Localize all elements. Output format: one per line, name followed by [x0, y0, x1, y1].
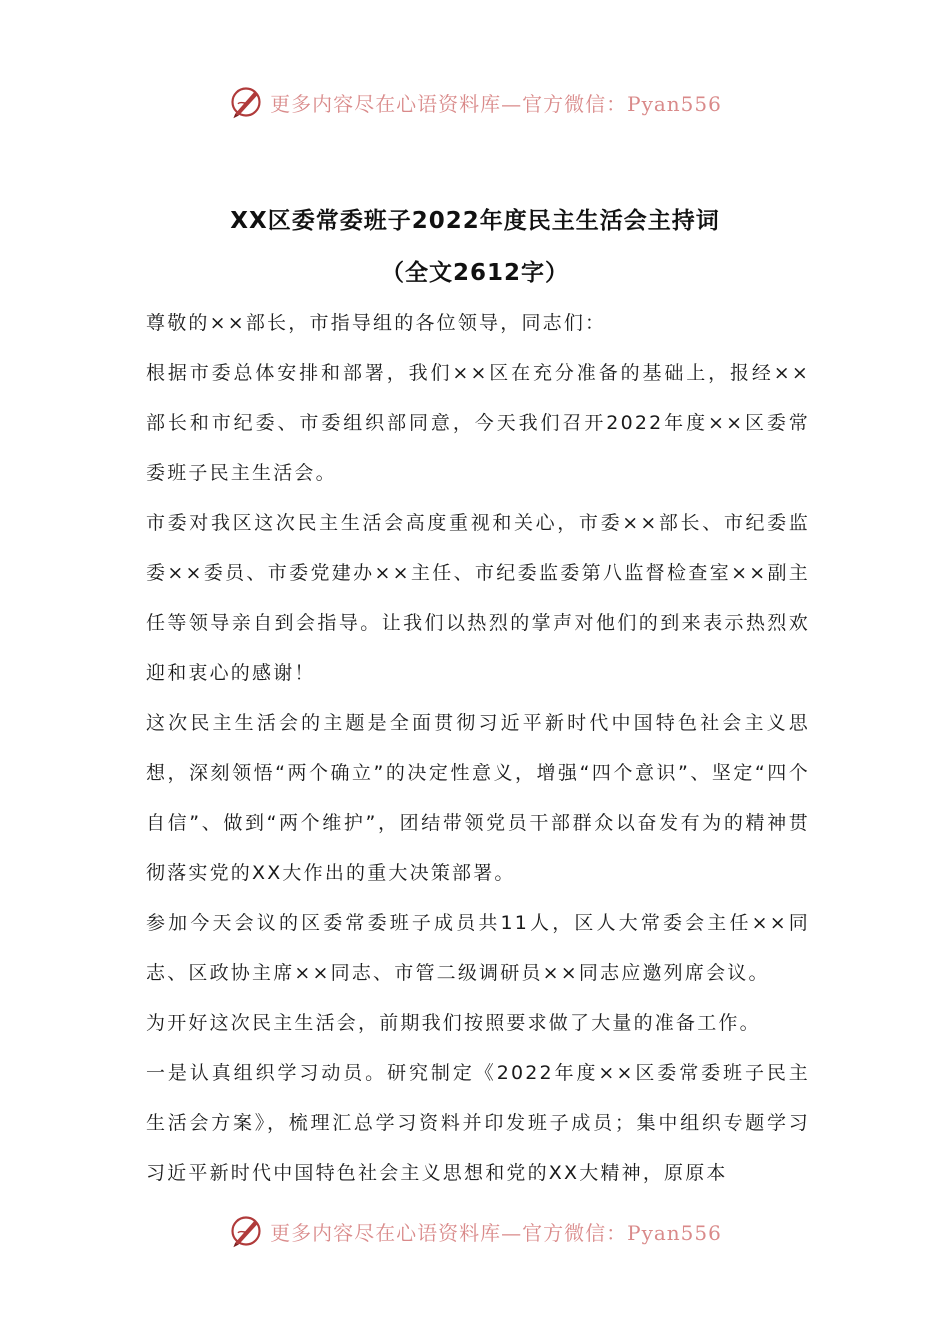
footer-banner [0, 1209, 950, 1253]
header-banner [0, 80, 950, 124]
paragraph: 为开好这次民主生活会，前期我们按照要求做了大量的准备工作。 [146, 1012, 761, 1034]
paragraph: 市委对我区这次民主生活会高度重视和关心，市委××部长、市纪委监委××委员、市委党建办××主任、市纪委监委第八监督检查室××副主任等领导亲自到会指导。让我们以热烈的掌声对他们的到来表示热烈欢迎和衷心的感谢！ [146, 512, 810, 684]
pen-logo-icon [228, 84, 264, 120]
header-banner-text: 更多内容尽在心语资料库—官方微信：Pyan556 [270, 91, 722, 116]
footer-banner-text: 更多内容尽在心语资料库—官方微信：Pyan556 [270, 1220, 722, 1245]
paragraph: 参加今天会议的区委常委班子成员共11人，区人大常委会主任××同志、区政协主席××同志、市管二级调研员××同志应邀列席会议。 [146, 912, 810, 984]
document-subtitle: （全文2612字） [380, 260, 569, 286]
document-title: XX区委常委班子2022年度民主生活会主持词 [230, 208, 720, 234]
paragraph-greeting: 尊敬的××部长，市指导组的各位领导，同志们： [146, 312, 607, 334]
paragraph: 这次民主生活会的主题是全面贯彻习近平新时代中国特色社会主义思想，深刻领悟“两个确立”的决定性意义，增强“四个意识”、坚定“四个自信”、做到“两个维护”，团结带领党员干部群众以奋发有为的精神贯彻落实党的XX大作出的重大决策部署。 [146, 712, 810, 884]
paragraph: 根据市委总体安排和部署，我们××区在充分准备的基础上，报经××部长和市纪委、市委组织部同意，今天我们召开2022年度××区委常委班子民主生活会。 [146, 362, 810, 484]
document-body [146, 298, 810, 1198]
pen-logo-icon [228, 1213, 264, 1249]
paragraph: 一是认真组织学习动员。研究制定《2022年度××区委常委班子民主生活会方案》，梳理汇总学习资料并印发班子成员；集中组织专题学习习近平新时代中国特色社会主义思想和党的XX大精神，原原本 [146, 1062, 810, 1184]
